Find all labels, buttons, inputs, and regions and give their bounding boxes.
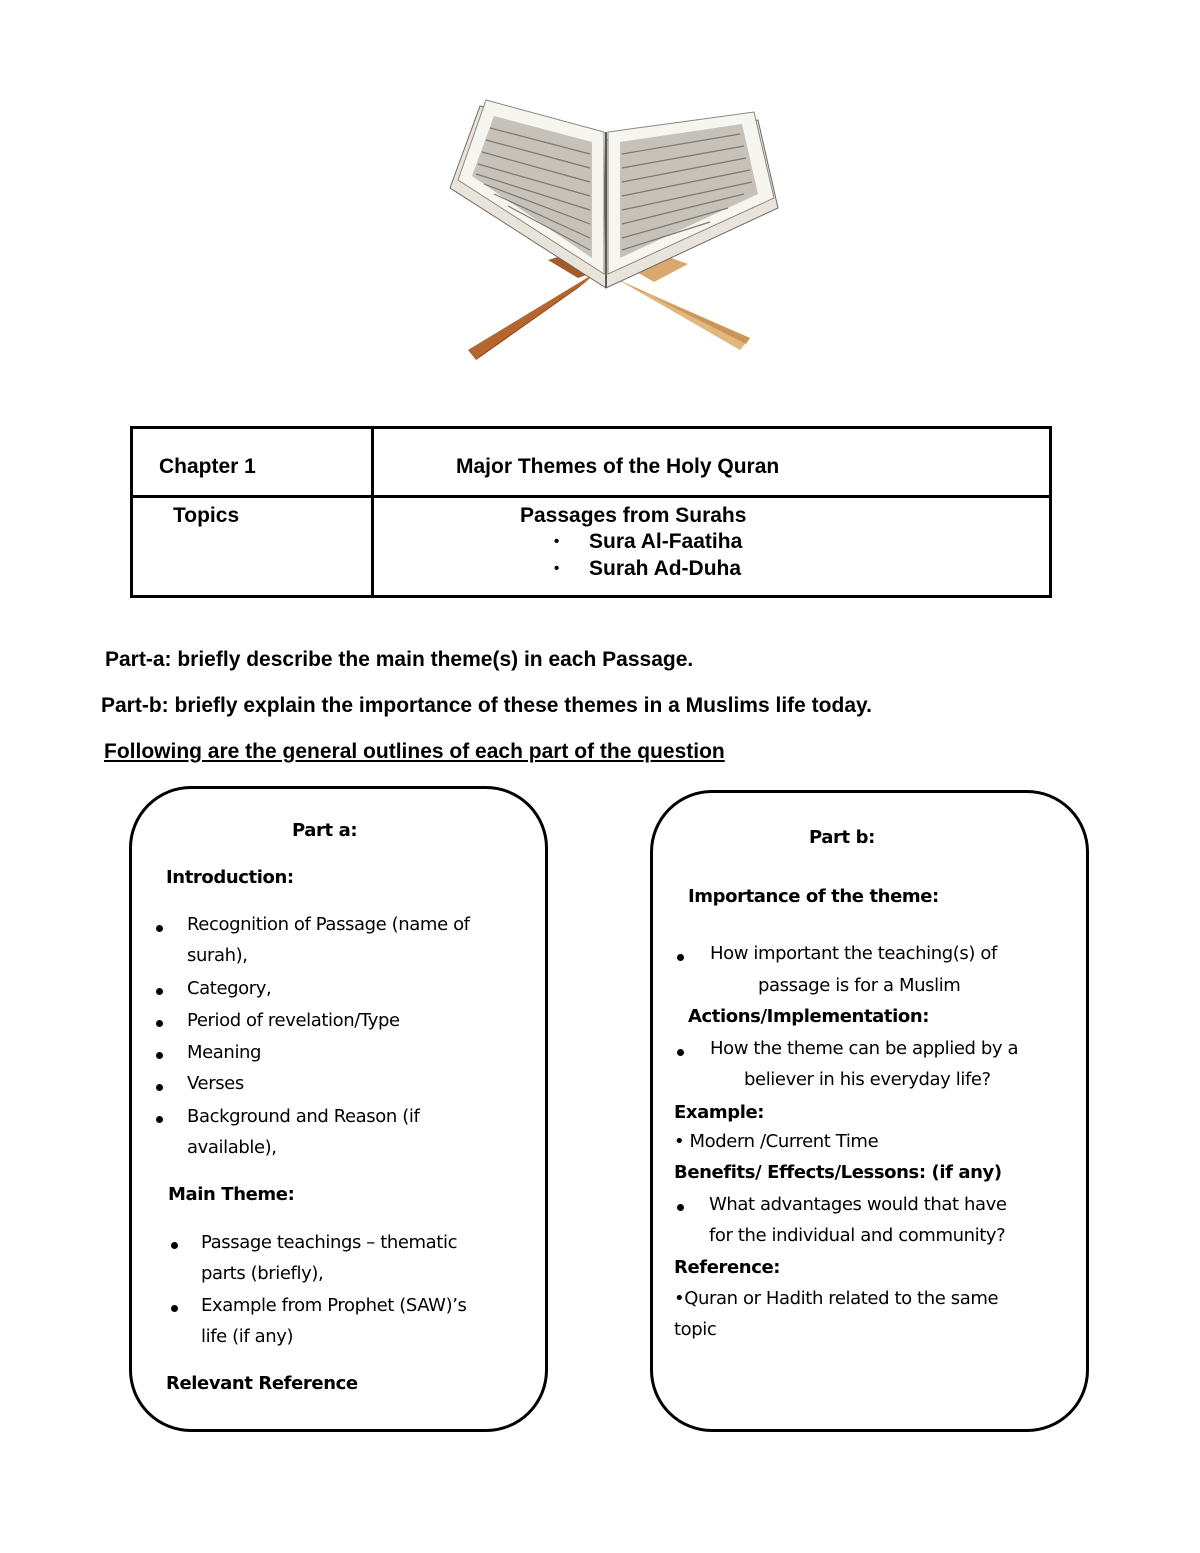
benefits-item-continued: for the individual and community? [709, 1225, 1006, 1246]
main-theme-item: Example from Prophet (SAW)’s [201, 1295, 467, 1316]
bullet-icon [677, 954, 684, 961]
main-theme-item-continued: parts (briefly), [201, 1263, 324, 1284]
stand-right-leg [608, 274, 750, 350]
quran-book-illustration [428, 88, 790, 360]
introduction-item: Meaning [187, 1042, 262, 1063]
surah-item: • Surah Ad-Duha [552, 555, 1049, 582]
introduction-heading: Introduction: [166, 867, 294, 888]
reference-heading: Reference: [674, 1257, 781, 1278]
bullet-icon [156, 1020, 163, 1027]
relevant-reference-heading: Relevant Reference [166, 1373, 358, 1394]
actions-item: How the theme can be applied by a [710, 1038, 1019, 1059]
introduction-item: Verses [187, 1073, 244, 1094]
introduction-item: Period of revelation/Type [187, 1010, 400, 1031]
bullet-icon [171, 1242, 178, 1249]
bullet-icon [156, 1052, 163, 1059]
introduction-item: Category, [187, 978, 272, 999]
part-a-outline-card [129, 786, 548, 1432]
reference-item: •Quran or Hadith related to the same [674, 1288, 999, 1309]
part-a-title: Part a: [292, 820, 358, 841]
outline-heading: Following are the general outlines of each part of the question [104, 740, 725, 763]
bullet-icon [156, 988, 163, 995]
main-theme-heading: Main Theme: [168, 1184, 295, 1205]
main-theme-item: Passage teachings – thematic [201, 1232, 458, 1253]
surah-list [374, 528, 1049, 582]
topics-label: Topics [173, 504, 240, 527]
importance-item: How important the teaching(s) of [710, 943, 997, 964]
bullet-icon [171, 1305, 178, 1312]
introduction-item-continued: surah), [187, 945, 248, 966]
bullet-icon [677, 1049, 684, 1056]
reference-item-continued: topic [674, 1319, 717, 1340]
chapter-label-cell [132, 428, 373, 497]
introduction-item: Background and Reason (if [187, 1106, 420, 1127]
stand-left-leg [468, 270, 600, 360]
bullet-icon [156, 1084, 163, 1091]
topics-label-cell [132, 497, 373, 597]
bullet-icon [156, 1116, 163, 1123]
importance-item-continued: passage is for a Muslim [758, 975, 961, 996]
benefits-heading: Benefits/ Effects/Lessons: (if any) [674, 1162, 1002, 1183]
actions-item-continued: believer in his everyday life? [744, 1069, 991, 1090]
actions-heading: Actions/Implementation: [688, 1006, 930, 1027]
passages-cell [373, 497, 1051, 597]
bullet-icon [156, 925, 163, 932]
importance-heading: Importance of the theme: [688, 886, 939, 907]
surah-item: • Sura Al-Faatiha [552, 528, 1049, 555]
passages-heading: Passages from Surahs [520, 504, 747, 527]
part-b-instruction: Part-b: briefly explain the importance of these themes in a Muslims life today. [101, 694, 872, 717]
part-a-instruction: Part-a: briefly describe the main theme(s) in each Passage. [105, 648, 694, 671]
chapter-title-cell [373, 428, 1051, 497]
chapter-title: Major Themes of the Holy Quran [456, 455, 780, 478]
introduction-item: Recognition of Passage (name of [187, 914, 470, 935]
introduction-item-continued: available), [187, 1137, 277, 1158]
example-heading: Example: [674, 1102, 765, 1123]
part-b-outline-card [650, 790, 1089, 1432]
part-b-title: Part b: [809, 827, 875, 848]
chapter-info-table [130, 426, 1052, 598]
bullet-icon [677, 1204, 684, 1211]
benefits-item: What advantages would that have [709, 1194, 1007, 1215]
chapter-label: Chapter 1 [159, 455, 256, 478]
main-theme-item-continued: life (if any) [201, 1326, 294, 1347]
example-item: • Modern /Current Time [674, 1131, 879, 1152]
